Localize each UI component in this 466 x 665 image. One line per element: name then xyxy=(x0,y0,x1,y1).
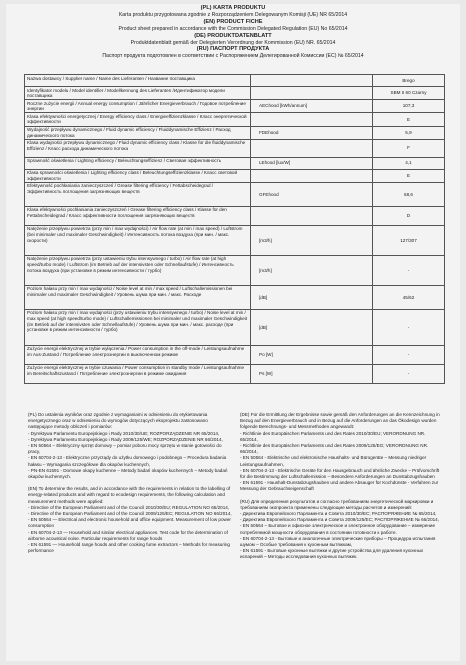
table-row xyxy=(25,126,445,139)
row-value: 127/307 xyxy=(373,225,445,255)
row-value: D xyxy=(373,206,445,225)
table-row xyxy=(25,169,445,182)
table-row xyxy=(25,285,445,309)
table-row xyxy=(25,255,445,285)
notes-left-column xyxy=(28,412,232,554)
row-value: - xyxy=(373,345,445,364)
row-label: Roczne zużycie energii / Annual energy consumption / Jährlicher Energieverbrauch / Годовое потребление энергии xyxy=(25,100,251,113)
row-value: - xyxy=(373,364,445,383)
header-title: (PL) KARTA PRODUKTU xyxy=(200,5,266,11)
table-row xyxy=(25,113,445,126)
product-fiche-page xyxy=(6,4,460,661)
row-label: Nazwa dostawcy / Supplier name / Name des Lieferanten / Название поставщика xyxy=(25,75,251,87)
row-value: 68,6 xyxy=(373,182,445,206)
row-value: - xyxy=(373,255,445,285)
header-title: (EN) PRODUCT FICHE xyxy=(203,18,263,25)
note-pl-line: - Dyrektywa Parlamentu Europejskiego i Rady 2009/125/WE; ROZPORZĄDZENIE NR 66/2014, xyxy=(28,436,223,442)
note-pl-line: (PL) Do ustalenia wyników oraz zgodnie z wymaganiami w odniesieniu do etykietowania energetycznego oraz w odniesieniu do wymogów dotyczących ekoprojektu zastosowano następujące metody obliczeń i pomiarów: xyxy=(28,412,208,430)
row-unit: LEhood [lux/W] xyxy=(251,157,373,169)
row-label: Natężenie przepływu powietrza (przy min / max wydajności) / Air flow rate (at min / max speed) / Luftstrom (bei minimaler und maximaler Geschwindigkeit) / Интенсивность потока воздуха (при мин. / макс. скорости) xyxy=(25,225,251,255)
row-label: Sprawność oświetlenia / Lighting efficiency / Beleuchtungseffizienz / Световая эффективность xyxy=(25,157,251,169)
table-row xyxy=(25,309,445,345)
table-row xyxy=(25,100,445,113)
row-value: E xyxy=(373,169,445,182)
row-value: - xyxy=(373,309,445,345)
note-ru-line: - EN 50564 – Бытовое и офисное электрическое и электронное оборудование – измерение потребляемой мощности оборудования в состоянии готовности к работе. xyxy=(240,523,436,535)
row-label: Wydajność przepływu dynamicznego / Fluid dynamic efficiency / Fluiddynamische Effizienz / Расход динамического потока xyxy=(25,126,251,139)
notes-right-column xyxy=(240,412,444,561)
note-de-line: - EN 61591 - Haushalt-Dunstabzugshauben und andere Absauger für Kochdünste - Verfahren zur Messung der Gebrauchseigenschaft xyxy=(240,480,439,492)
row-label: Klasa wydajności przepływu dynamicznego / Fluid dynamic efficiency class / Klasse für die fluiddynamische Effizienz / Класс расхода динамического потока xyxy=(25,139,251,157)
note-ru-line: - EN 60704-2-13 - Бытовые и аналогичные электрические приборы – Процедура испытания шумом – Особые требования к кухонным вытяжкам, xyxy=(240,535,436,548)
row-unit: [dB] xyxy=(251,285,373,309)
table-row xyxy=(25,206,445,225)
row-unit xyxy=(251,87,373,100)
row-label: Natężenie przepływu powietrza (przy ustawieniu trybu intensywnego / turbo) / Air flow rate (at high speed/turbo mode) / Luftstrom (im Betrieb auf der intensivsten oder Schnellaufstufe) / Интенсивность потока воздуха (при установке в режим интенсивности / турбо) xyxy=(25,255,251,285)
row-label: Poziom hałasu przy min / max wydajności (przy ustawieniu trybu intensywnego / turbo) / Noise level at min / max speed (at high speed/turbo mode) / Luftschallemissionen bei minimaler und maximaler Geschwindigkeit (im Betrieb auf der intensivsten oder Schnellaufstufe) / Уровень шума при мин. / макс. расходе (при установке в режим интенсивности / турбо) xyxy=(25,309,251,345)
row-unit: FDEhood xyxy=(251,126,373,139)
header-title: (DE) PRODUKTDATENBLATT xyxy=(194,32,272,39)
row-unit xyxy=(251,206,373,225)
note-en-line: - Directive of the European Parliament and of the Council 2009/125/EC; REGULATION NO 66/2014, xyxy=(28,511,232,517)
header-subtitle: Паспорт продукта подготовлен в соответствии с Распоряжением Делегированной Комиссии (ЕС) № 65/2014 xyxy=(102,53,364,60)
table-row xyxy=(25,139,445,157)
header-subtitle: Produktdatenblatt gemäß der Delegierten Verordnung der Kommission (EU) NR. 65/2014 xyxy=(130,39,336,46)
row-label: Poziom hałasu przy min / max wydajności / Noise level at min / max speed / Luftschallemissionen bei minimaler und maximaler Geschwindigkeit / Уровень шума при мин. / макс. Расходе xyxy=(25,285,251,309)
note-ru-line: - Директива Европейского Парламента и Совета 2010/30/ЕС; РАСПОРЯЖЕНИЕ № 65/2014, xyxy=(240,511,437,517)
note-ru-line: (RU) Для определения результатов и согласно требованиям энергетической маркировки и требованиям экопроекта применены следующие методы расчетов и измерений: xyxy=(240,498,434,510)
row-unit: GFEhood xyxy=(251,182,373,206)
row-value: 5,9 xyxy=(373,126,445,139)
row-unit xyxy=(251,113,373,126)
note-de-line: (DE) Für die Ermittlung der Ergebnisse sowie gemäß den Anforderungen an die Kennzeichnung in Bezug auf den Energieverbrauch und in Bezug auf die Anforderungen an das Ökodesign wurden folgende Berechnungs- und Messmethoden angewandt: xyxy=(240,412,440,430)
table-row xyxy=(25,225,445,255)
row-value: 45/62 xyxy=(373,285,445,309)
row-unit: [dB] xyxy=(251,309,373,345)
header-subtitle: Product sheet prepared in accordance with the Commission Delegated Regulation (EU) No 65/2014 xyxy=(118,25,348,32)
row-unit xyxy=(251,169,373,182)
fiche-header xyxy=(6,4,460,60)
note-en-line: (EN) To determine the results, and in accordance with the requirements in relation to the labelling of energy-related products and with regard to ecodesign requirements, the following calculation and measurement methods were applied: xyxy=(28,486,231,504)
row-label: Klasa efektywności energetycznej / Energy efficiency class / Energieeffizienzklasse / Класс энергетической эффективности xyxy=(25,113,251,126)
row-unit: [m3/h] xyxy=(251,225,373,255)
note-ru-line: - Директива Европейского Парламента и Совета 2009/125/ЕС; РАСПОРЯЖЕНИЕ № 66/2014, xyxy=(240,517,440,523)
note-de-line: - Richtlinie des Europäischen Parlaments und des Rates 2009/125/EG; VERORDNUNG NR. 66/2014, xyxy=(240,443,429,455)
row-label: Zużycie energii elektrycznej w trybie wyłączenia / Power consumption in the off-mode / Leistungsaufnahme im Aus-Zustand / Потребление электроэнергии в выключенном режиме xyxy=(25,345,251,364)
row-unit: AEChood [kWh/annum] xyxy=(251,100,373,113)
note-en-line: - EN 60704-2-13 — Household and similar electrical appliances. Test code for the determination of airborne acoustical noise. Particular requirements for range hoods xyxy=(28,529,228,541)
row-label: Zużycie energii elektrycznej w trybie czuwania / Power consumption in standby mode / Leistungsaufnahme im Bereitschaftszustand / Потребление электроэнергии в режиме ожидания xyxy=(25,364,251,383)
note-de-line: - EN 50564 - Elektrische und elektronische Haushalts- und Bürogeräte – Messung niedriger Leistungsaufnahmen, xyxy=(240,455,427,467)
note-pl-line: - EN 50564 – Elektryczny sprzęt domowy – pomiar poboru mocy sprzętu w stanie gotowości do pracy, xyxy=(28,443,222,455)
table-row xyxy=(25,75,445,87)
row-label: Klasa sprawności oświetlenia / Lighting efficiency class / Beleuchtungseffizienzklasse / Класс световой эффективности xyxy=(25,169,251,182)
note-en-line: - EN 50564 — Electrical and electronic household and office equipment. Measurement of low power consumption xyxy=(28,517,231,529)
row-unit: Po [W] xyxy=(251,345,373,364)
fiche-table xyxy=(24,74,445,384)
note-pl-line: - EN 60704-2-13 - Elektryczne przyrządy do użytku domowego i podobnego – Procedura badania hałasu – Wymagania szczegółowe dla okapów kuchennych, xyxy=(28,455,227,467)
row-label: Klasa efektywności pochłaniania zanieczyszczeń / Grease filtering efficiency class / Klasse für den Fettabscheidegrad / Класс эффективности поглощения загрязняющих веществ xyxy=(25,206,251,225)
row-value: Brego xyxy=(373,75,445,87)
table-row xyxy=(25,182,445,206)
note-ru-line: - EN 61591 - Бытовые кухонные вытяжки и другие устройства для удаления кухонных испарений – Методы исследования кухонных вытяжек. xyxy=(240,548,424,560)
note-de-line: - EN 60704-2-13 - Elektrische Geräte für den Hausgebrauch und ähnliche Zwecke – Prüfvorschrift für die Bestimmung der Luftschallemission – Besondere Anforderungen an Dunstabzugshauben xyxy=(240,467,440,480)
header-title: (RU) ПАСПОРТ ПРОДУКТА xyxy=(196,46,270,53)
row-value: 4,1 xyxy=(373,157,445,169)
table-row xyxy=(25,345,445,364)
note-en-line: - EN 61591 — Household range hoods and other cooking fume extractors – Methods for measuring performance xyxy=(28,542,230,554)
note-en-line: - Directive of the European Parliament and of the Council 2010/30/EU; REGULATION NO 65/2014, xyxy=(28,504,230,510)
row-value: SBM II 60 Czarny xyxy=(373,87,445,100)
table-row xyxy=(25,157,445,169)
row-unit xyxy=(251,139,373,157)
row-value: E xyxy=(373,113,445,126)
row-unit xyxy=(251,75,373,87)
note-de-line: - Richtlinie des Europäischen Parlaments und des Rates 2010/30/EU; VERORDNUNG NR. 65/2014, xyxy=(240,430,426,442)
note-pl-line: - PN-EN 61591 - Domowe okapy kuchenne – Metody badań okapów kuchennych – Metody badań okapów kuchennych. xyxy=(28,467,228,480)
table-row xyxy=(25,87,445,100)
header-subtitle: Karta produktu przygotowana zgodnie z Rozporządzeniem Delegowanym Komisji (UE) NR 65/2014 xyxy=(118,12,348,18)
row-unit: [m3/h] xyxy=(251,255,373,285)
row-label: Identyfikator modelu / Model identifier / Modellkennung des Lieferanten /Идентификатор модели поставщика xyxy=(25,87,251,100)
row-label: Efektywność pochłaniania zanieczyszczeń / Grease filtering efficiency / Fettabscheidegrad / Эффективность поглощения загрязняющих веществ xyxy=(25,182,251,206)
table-row xyxy=(25,364,445,383)
row-value: F xyxy=(373,139,445,157)
row-unit: Ps [W] xyxy=(251,364,373,383)
row-value: 107,3 xyxy=(373,100,445,113)
note-pl-line: - Dyrektywa Parlamentu Europejskiego i Rady 2010/30/UE; ROZPORZĄDZENIE NR 65/2014, xyxy=(28,430,220,436)
